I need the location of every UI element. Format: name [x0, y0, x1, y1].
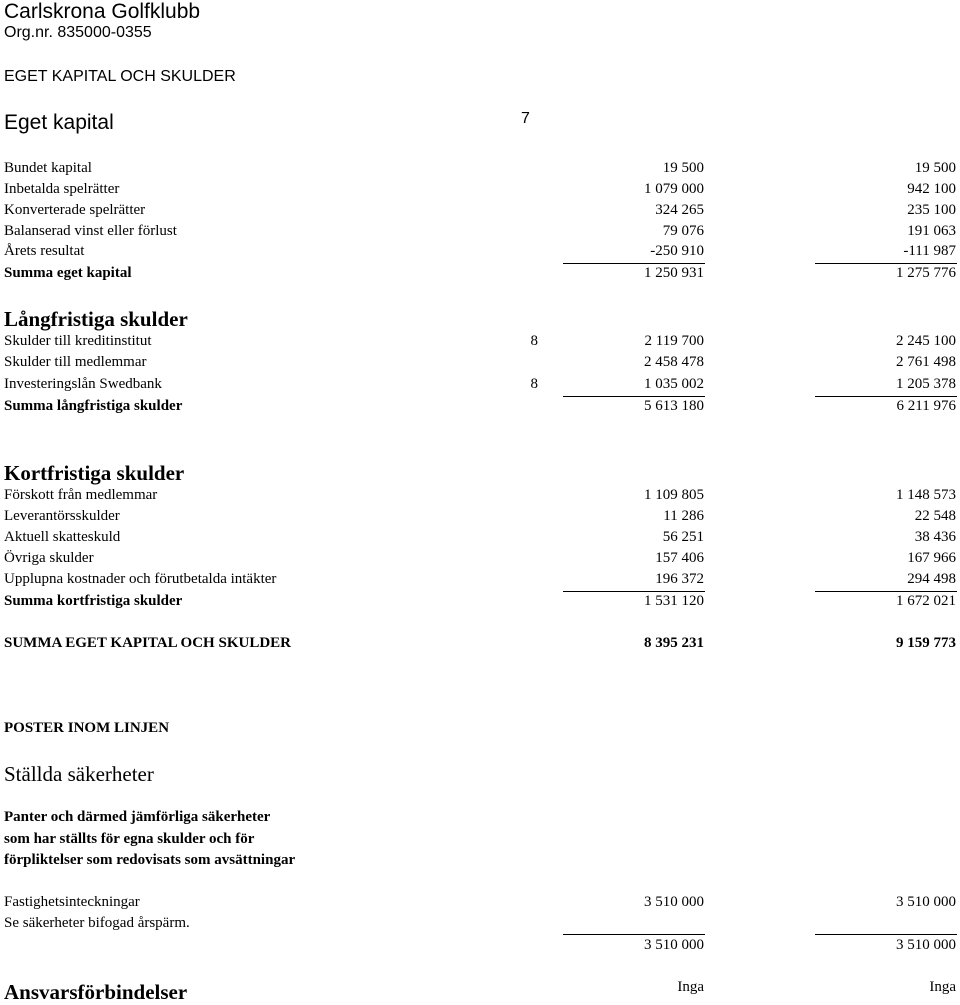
table-row: [4, 376, 956, 397]
table-row: [4, 894, 956, 915]
note-number: 8: [530, 333, 538, 349]
row-label: Övriga skulder: [4, 550, 94, 566]
value-previous: 3 510 000: [896, 937, 956, 953]
value-previous: 1 205 378: [896, 376, 956, 392]
subtotal-rule: [563, 263, 705, 264]
row-label: Balanserad vinst eller förlust: [4, 223, 177, 239]
value-current: 3 510 000: [644, 894, 704, 910]
row-label: Se säkerheter bifogad årspärm.: [4, 915, 190, 931]
row-label: Konverterade spelrätter: [4, 202, 146, 218]
value-previous: 1 275 776: [896, 265, 956, 281]
subtotal-rule: [563, 396, 705, 397]
table-row: [4, 550, 956, 571]
subtotal-rule: [815, 396, 957, 397]
subtotal-rule: [563, 591, 705, 592]
value-current: 157 406: [655, 550, 704, 566]
shortterm-heading: Kortfristiga skulder: [4, 461, 185, 485]
value-previous: Inga: [929, 979, 956, 995]
pledged-subheading-line: förpliktelser som redovisats som avsättningar: [4, 852, 296, 868]
equity-heading: Eget kapital: [4, 111, 114, 134]
table-row: [4, 243, 956, 264]
value-previous: 9 159 773: [896, 635, 956, 651]
value-previous: 942 100: [907, 181, 956, 197]
table-row: [4, 915, 956, 936]
value-current: 1 531 120: [644, 593, 704, 609]
total-row: [4, 593, 956, 614]
total-row: [4, 265, 956, 286]
value-previous: 22 548: [914, 508, 956, 524]
row-label: Leverantörsskulder: [4, 508, 120, 524]
value-current: 5 613 180: [644, 398, 704, 414]
value-current: 1 035 002: [644, 376, 704, 392]
grand-total-label: SUMMA EGET KAPITAL OCH SKULDER: [4, 635, 291, 651]
row-label: Inbetalda spelrätter: [4, 181, 120, 197]
subtotal-rule: [815, 263, 957, 264]
value-current: 19 500: [662, 160, 704, 176]
value-previous: 3 510 000: [896, 894, 956, 910]
table-row: [4, 181, 956, 202]
company-name: Carlskrona Golfklubb: [4, 0, 201, 23]
row-label: Skulder till kreditinstitut: [4, 333, 152, 349]
value-current: -250 910: [650, 243, 704, 259]
table-row: [4, 202, 956, 223]
pledged-subheading-line: Panter och därmed jämförliga säkerheter: [4, 809, 271, 825]
value-previous: 1 672 021: [896, 593, 956, 609]
value-previous: 294 498: [907, 571, 956, 587]
value-current: 324 265: [655, 202, 704, 218]
section-title: EGET KAPITAL OCH SKULDER: [4, 68, 236, 85]
table-row: [4, 223, 956, 244]
row-label: Investeringslån Swedbank: [4, 376, 162, 392]
value-current: 196 372: [655, 571, 704, 587]
total-row: [4, 937, 956, 958]
subtotal-rule: [815, 591, 957, 592]
row-label: Skulder till medlemmar: [4, 354, 147, 370]
equity-note: 7: [521, 110, 530, 127]
row-label: Upplupna kostnader och förutbetalda intäkter: [4, 571, 277, 587]
table-row: [4, 487, 956, 508]
value-previous: 235 100: [907, 202, 956, 218]
value-current: 1 109 805: [644, 487, 704, 503]
row-label: Årets resultat: [4, 243, 85, 259]
table-row: [4, 508, 956, 529]
row-label: Aktuell skatteskuld: [4, 529, 121, 545]
row-label: Bundet kapital: [4, 160, 92, 176]
offbalance-section-title: POSTER INOM LINJEN: [4, 720, 170, 736]
value-current: 2 458 478: [644, 354, 704, 370]
note-number: 8: [530, 376, 538, 392]
value-previous: 1 148 573: [896, 487, 956, 503]
total-label: Summa långfristiga skulder: [4, 398, 183, 414]
value-current: 8 395 231: [644, 635, 704, 651]
value-current: Inga: [677, 979, 704, 995]
value-previous: 2 761 498: [896, 354, 956, 370]
row-label: Förskott från medlemmar: [4, 487, 158, 503]
total-label: Summa kortfristiga skulder: [4, 593, 183, 609]
value-previous: 6 211 976: [896, 398, 956, 414]
longterm-heading: Långfristiga skulder: [4, 307, 188, 331]
org-number: Org.nr. 835000-0355: [4, 24, 152, 41]
value-previous: 191 063: [907, 223, 956, 239]
subtotal-rule: [563, 934, 705, 935]
contingent-liabilities-heading: Ansvarsförbindelser: [4, 980, 188, 1004]
table-row: [4, 529, 956, 550]
total-label: Summa eget kapital: [4, 265, 132, 281]
table-row: [4, 333, 956, 354]
pledged-subheading-line: som har ställts för egna skulder och för: [4, 831, 255, 847]
row-label: Fastighetsinteckningar: [4, 894, 140, 910]
value-previous: 38 436: [914, 529, 956, 545]
value-previous: 2 245 100: [896, 333, 956, 349]
table-row: [4, 354, 956, 375]
table-row: [4, 160, 956, 181]
value-current: 11 286: [663, 508, 704, 524]
value-current: 1 079 000: [644, 181, 704, 197]
subtotal-rule: [815, 934, 957, 935]
value-previous: 167 966: [907, 550, 956, 566]
value-current: 1 250 931: [644, 265, 704, 281]
pledged-assets-heading: Ställda säkerheter: [4, 762, 154, 786]
value-current: 56 251: [662, 529, 704, 545]
value-previous: 19 500: [914, 160, 956, 176]
contingent-row: [4, 979, 956, 1000]
value-current: 3 510 000: [644, 937, 704, 953]
value-current: 2 119 700: [644, 333, 704, 349]
grand-total-row: [4, 635, 956, 656]
value-current: 79 076: [662, 223, 704, 239]
table-row: [4, 571, 956, 592]
value-previous: -111 987: [903, 243, 956, 259]
total-row: [4, 398, 956, 419]
